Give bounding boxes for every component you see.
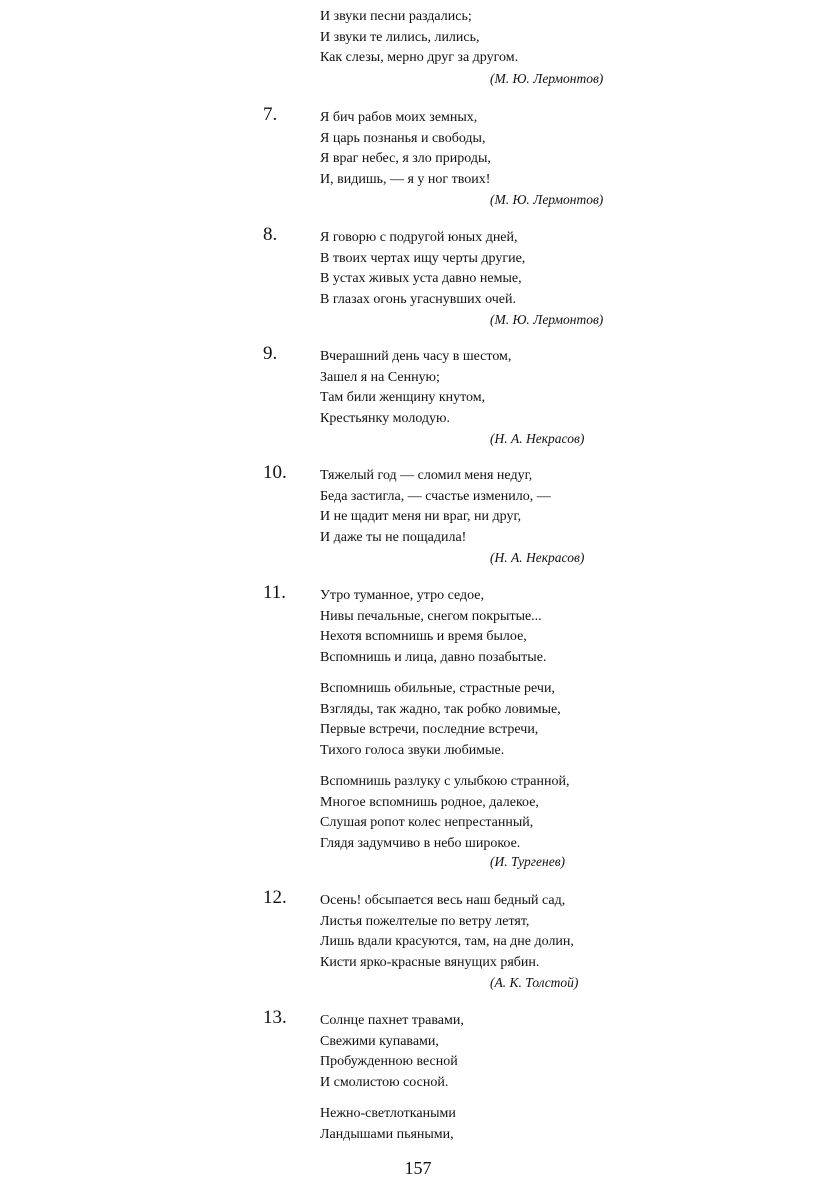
verse-line: И звуки песни раздались;	[320, 9, 472, 24]
verse-line: Тяжелый год — сломил меня недуг,	[320, 468, 533, 483]
poem-author: (И. Тургенев)	[490, 854, 566, 869]
verse-line: Солнце пахнет травами,	[320, 1013, 464, 1028]
verse-line: Глядя задумчиво в небо широкое.	[320, 835, 521, 851]
poem-number: 8.	[263, 224, 278, 245]
verse-line: И не щадит меня ни враг, ни друг,	[320, 509, 522, 524]
stanza	[320, 466, 740, 548]
verse-line: Зашел я на Сенную;	[320, 369, 440, 385]
verse-line: Нивы печальные, снегом покрытые...	[320, 608, 542, 624]
stanza	[320, 1104, 740, 1145]
stanza	[320, 108, 740, 190]
verse-line: Я говорю с подругой юных дней,	[320, 230, 518, 245]
verse-line: Осень! обсыпается весь наш бедный сад,	[320, 893, 566, 908]
poem-author: (А. К. Толстой)	[490, 975, 579, 990]
poem-number: 13.	[263, 1007, 287, 1028]
verse-line: Слушая ропот колес непрестанный,	[320, 815, 534, 830]
stanza	[320, 679, 740, 761]
stanza	[320, 228, 740, 310]
verse-line: И звуки те лились, лились,	[320, 29, 480, 45]
verse-line: Утро туманное, утро седое,	[320, 588, 485, 603]
stanza	[320, 586, 740, 668]
verse-line: Взгляды, так жадно, так робко ловимые,	[320, 701, 561, 717]
verse-line: И даже ты не пощадила!	[320, 529, 467, 545]
poem-number: 9.	[263, 343, 278, 364]
verse-line: И смолистою сосной.	[320, 1074, 449, 1090]
poem-author: (Н. А. Некрасов)	[490, 550, 585, 565]
verse-line: И, видишь, — я у ног твоих!	[320, 171, 491, 187]
poem-number: 10.	[263, 462, 287, 483]
poem-number: 7.	[263, 104, 278, 125]
poem-author: (М. Ю. Лермонтов)	[490, 192, 604, 207]
verse-line: Нежно-светлоткаными	[320, 1106, 456, 1121]
verse-line: Я царь познанья и свободы,	[320, 130, 486, 146]
verse-line: Вчерашний день часу в шестом,	[320, 349, 512, 364]
page-number: 157	[404, 1158, 432, 1178]
poem-author: (М. Ю. Лермонтов)	[490, 71, 604, 86]
stanza	[320, 772, 740, 854]
verse-line: Нехотя вспомнишь и время былое,	[320, 629, 527, 644]
verse-line: В твоих чертах ищу черты другие,	[320, 250, 526, 266]
verse-line: Ландышами пьяными,	[320, 1126, 454, 1142]
verse-line: Я враг небес, я зло природы,	[320, 151, 491, 166]
stanza	[320, 347, 740, 429]
verse-line: Вспомнишь и лица, давно позабытые.	[320, 649, 547, 665]
verse-line: Листья пожелтелые по ветру летят,	[320, 913, 530, 929]
verse-line: Вспомнишь разлуку с улыбкою странной,	[320, 774, 570, 789]
verse-line: Первые встречи, последние встречи,	[320, 722, 539, 737]
verse-line: Крестьянку молодую.	[320, 410, 450, 426]
verse-line: В глазах огонь угаснувших очей.	[320, 291, 517, 307]
verse-line: Там били женщину кнутом,	[320, 390, 486, 405]
stanza	[320, 891, 740, 973]
verse-line: Свежими купавами,	[320, 1033, 439, 1049]
poem-number: 12.	[263, 887, 287, 908]
poem-author: (Н. А. Некрасов)	[490, 431, 585, 446]
verse-line: Беда застигла, — счастье изменило, —	[320, 488, 551, 504]
verse-line: Как слезы, мерно друг за другом.	[320, 50, 519, 65]
poem-number: 11.	[263, 582, 287, 603]
verse-line: Тихого голоса звуки любимые.	[320, 742, 505, 758]
verse-line: Кисти ярко-красные вянущих рябин.	[320, 954, 540, 970]
poem-author: (М. Ю. Лермонтов)	[490, 312, 604, 327]
verse-line: Я бич рабов моих земных,	[320, 110, 478, 125]
verse-line: Вспомнишь обильные, страстные речи,	[320, 681, 555, 696]
stanza	[320, 1011, 740, 1093]
verse-line: Многое вспомнишь родное, далекое,	[320, 794, 539, 810]
verse-line: Пробужденною весной	[320, 1054, 458, 1069]
verse-line: Лишь вдали красуются, там, на дне долин,	[320, 934, 574, 949]
stanza	[320, 7, 740, 69]
verse-line: В устах живых уста давно немые,	[320, 271, 522, 286]
